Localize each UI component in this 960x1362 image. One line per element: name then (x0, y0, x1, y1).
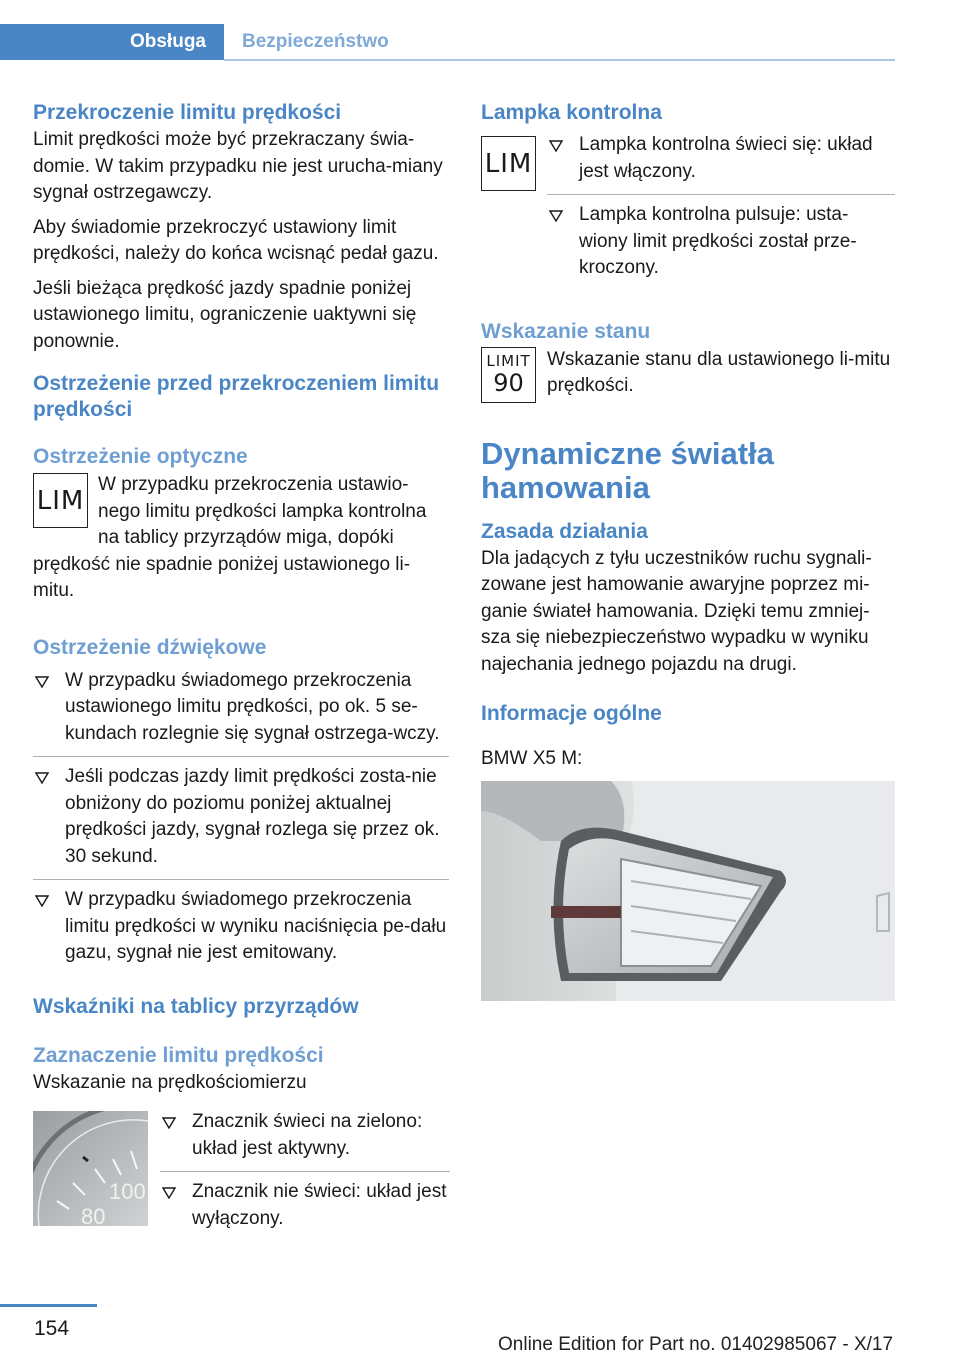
heading-general-info: Informacje ogólne (481, 702, 662, 725)
triangle-bullet-icon (35, 676, 49, 688)
speedo-label-80: 80 (81, 1204, 106, 1226)
heading-optical-warning: Ostrzeżenie optyczne (33, 445, 248, 468)
speedometer-image (33, 1111, 148, 1226)
list-item: Lampka kontrolna pulsuje: usta-wiony limit prędkości został prze-kroczony. (547, 202, 895, 291)
list-item: Znacznik nie świeci: układ jest wyłączony. (160, 1179, 450, 1241)
heading-status-display: Wskazanie stanu (481, 319, 651, 343)
triangle-bullet-icon (35, 772, 49, 784)
acoustic-list (33, 668, 449, 976)
paragraph-model: BMW X5 M: (481, 748, 583, 769)
heading-limit-marking: Zaznaczenie limitu prędkości (33, 1043, 324, 1067)
lamp-block (481, 132, 895, 291)
section-tabs (0, 24, 960, 60)
triangle-bullet-icon (549, 210, 563, 222)
list-item: Lampka kontrolna świeci się: układ jest włączony. (547, 132, 895, 195)
heading-operating-principle: Zasada działania (481, 519, 648, 543)
tab-divider (224, 59, 895, 61)
heading-indicator-lamp: Lampka kontrolna (481, 101, 662, 124)
tail-light-photo (481, 781, 895, 1001)
list-item: W przypadku świadomego przekroczenia limitu prędkości w wyniku naciśnięcia pe-dału gazu, sygnał nie jest emitowany. (33, 887, 449, 976)
paragraph-status: Wskazanie stanu dla ustawionego li-mitu prędkości. (547, 348, 891, 396)
list-item: Jeśli podczas jazdy limit prędkości zosta-nie obniżony do poziomu poniżej aktualnej prędkości jazdy, sygnał rozlega się przez ok. 30 sekund. (33, 764, 449, 880)
status-block (481, 347, 895, 413)
paragraph-optical-b: prędkość nie spadnie poniżej ustawionego li-mitu. (33, 553, 411, 601)
tab-obsluga[interactable]: Obsługa (0, 24, 224, 60)
paragraph-over-limit-1: Limit prędkości może być przekraczany świa-domie. W takim przypadku nie jest urucha-miany sygnał ostrzegawczy. (33, 129, 443, 203)
marking-list (160, 1109, 450, 1241)
heading-acoustic-warning: Ostrzeżenie dźwiękowe (33, 635, 267, 659)
heading-dynamic-brake-lights: Dynamiczne światła hamowania (481, 435, 774, 505)
left-column (33, 100, 449, 1229)
triangle-bullet-icon (162, 1117, 176, 1129)
heading-speed-warning: Ostrzeżenie przed przekroczeniem limitu prędkości (33, 372, 440, 421)
lim-lamp-icon: LIM (481, 136, 536, 191)
page-number: 154 (34, 1317, 70, 1340)
paragraph-over-limit-2: Aby świadomie przekroczyć ustawiony limit prędkości, należy do końca wcisnąć pedał gazu. (33, 216, 439, 264)
paragraph-optical-a: W przypadku przekroczenia ustawio-nego limitu prędkości lampka kontrolna na tablicy przyrządów miga, dopóki (98, 474, 427, 548)
speedo-label-100: 100 (109, 1179, 146, 1204)
marking-block (33, 1111, 449, 1229)
limit-90-icon: LIMIT 90 (481, 347, 536, 403)
right-column (481, 100, 895, 1001)
edition-note: Online Edition for Part no. 01402985067 - X/17 (498, 1334, 894, 1355)
list-item: W przypadku świadomego przekroczenia ustawionego limitu prędkości, po ok. 5 se-kundach rozlegnie się sygnał ostrzega-wczy. (33, 668, 449, 758)
triangle-bullet-icon (162, 1187, 176, 1199)
list-item: Znacznik świeci na zielono: układ jest aktywny. (160, 1109, 450, 1172)
heading-instrument-indicators: Wskaźniki na tablicy przyrządów (33, 994, 359, 1018)
paragraph-marking: Wskazanie na prędkościomierzu (33, 1071, 307, 1093)
triangle-bullet-icon (549, 140, 563, 152)
lamp-list (547, 132, 895, 291)
paragraph-over-limit-3: Jeśli bieżąca prędkość jazdy spadnie poniżej ustawionego limitu, ograniczenie uaktywni się ponownie. (33, 277, 417, 352)
triangle-bullet-icon (35, 895, 49, 907)
heading-over-limit: Przekroczenie limitu prędkości (33, 101, 342, 124)
paragraph-principle: Dla jadących z tyłu uczestników ruchu sygnali-zowane jest hamowanie awaryjne poprzez mi-ganie świateł hamowania. Dzięki temu zmniej-sza się niebezpieczeństwo wypadku w wyniku najechania jednego pojazdu na drugi. (481, 547, 872, 675)
lim-indicator-icon: LIM (33, 473, 88, 528)
optical-block (33, 470, 449, 552)
tab-bezpieczenstwo[interactable]: Bezpieczeństwo (242, 31, 389, 52)
footer-rule (0, 1304, 97, 1307)
